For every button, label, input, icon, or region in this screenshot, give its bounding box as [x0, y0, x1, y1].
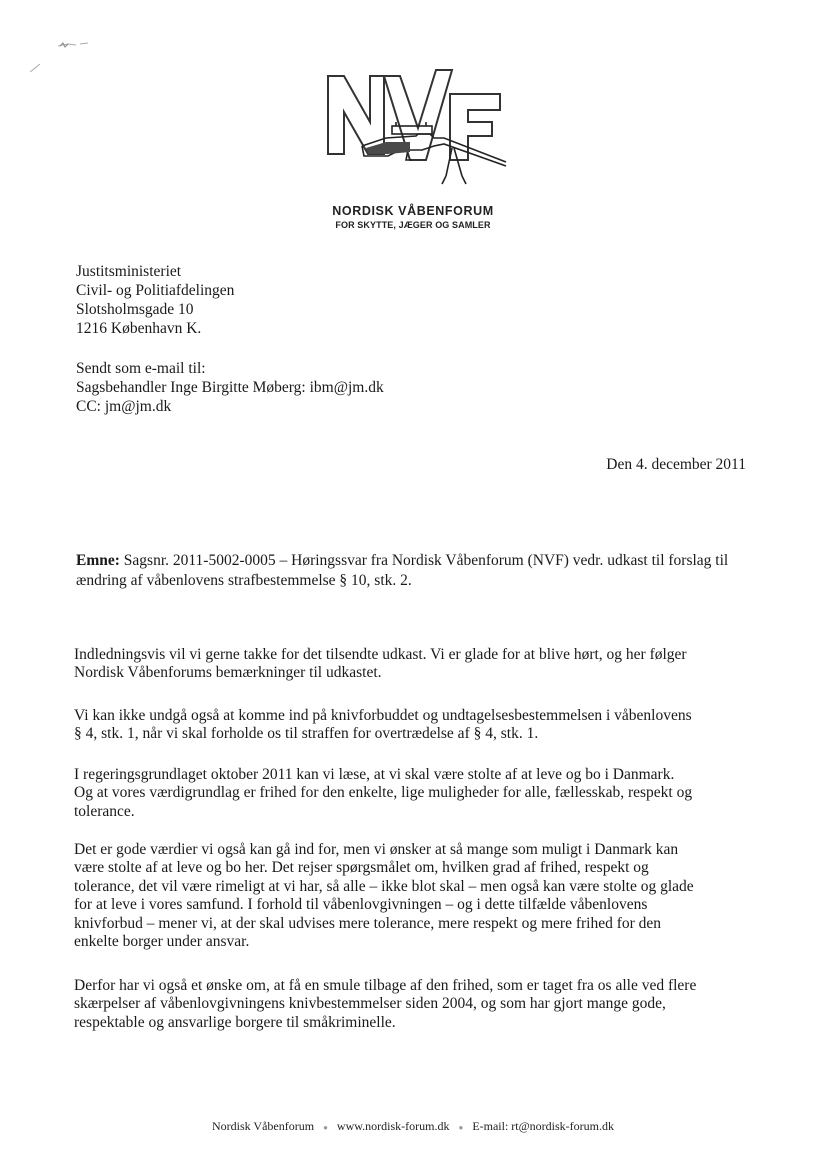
org-tagline: FOR SKYTTE, JÆGER OG SAMLER: [335, 220, 491, 230]
footer-website-link[interactable]: www.nordisk-forum.dk: [336, 1119, 450, 1133]
footer-org: Nordisk Våbenforum: [211, 1119, 315, 1133]
address-line: Slotsholmsgade 10: [76, 301, 194, 318]
bullet-separator-icon: ●: [323, 1122, 328, 1132]
body-paragraph: [74, 977, 754, 1032]
bullet-separator-icon: ●: [458, 1122, 464, 1132]
subject-line: [76, 551, 756, 591]
paragraph-line: Derfor har vi også et ønske om, at få en smule tilbage af den frihed, som er taget fra os alle ved flere: [74, 977, 697, 994]
paragraph-line: for at leve i vores samfund. I forhold til våbenlovgivningen – og i dette tilfælde våbenlovens: [74, 896, 648, 914]
paragraph-line: Nordisk Våbenforums bemærkninger til udkastet.: [74, 664, 382, 682]
paragraph-line: skærpelser af våbenlovgivningens knivbestemmelser siden 2004, og som har gjort mange gode,: [74, 995, 666, 1013]
subject-label: Emne:: [76, 552, 120, 569]
paragraph-line: enkelte borger under ansvar.: [74, 933, 250, 951]
paragraph-line: Indledningsvis vil vi gerne takke for det tilsendte udkast. Vi er glade for at blive hørt, og her følger: [74, 646, 687, 663]
paragraph-line: Og at vores værdigrundlag er frihed for den enkelte, lige muligheder for alle, fællesskab, respekt og: [74, 784, 693, 802]
paragraph-line: tolerance.: [74, 802, 135, 820]
paragraph-line: Det er gode værdier vi også kan gå ind for, men vi ønsker at så mange som muligt i Danmark kan: [74, 841, 679, 858]
paragraph-line: Vi kan ikke undgå også at komme ind på knivforbuddet og undtagelsesbestemmelsen i våbenlovens: [74, 707, 692, 724]
scan-mark: [28, 36, 108, 76]
body-paragraph: [74, 646, 754, 683]
address-line: 1216 København K.: [76, 320, 202, 337]
letter-date: Den 4. december 2011: [606, 456, 746, 473]
sent-via-line: Sendt som e-mail til:: [76, 360, 206, 377]
paragraph-line: være stolte af at leve og bo her. Det rejser spørgsmålet om, hvilken grad af frihed, respekt og: [74, 859, 649, 877]
org-name: NORDISK VÅBENFORUM: [332, 204, 494, 218]
paragraph-line: I regeringsgrundlaget oktober 2011 kan vi læse, at vi skal være stolte af at leve og bo i Danmark.: [74, 766, 675, 783]
sent-via-line: CC: jm@jm.dk: [76, 398, 172, 415]
body-paragraph: [74, 841, 754, 951]
page-footer: [0, 1119, 826, 1134]
recipient-address: [76, 262, 234, 338]
paragraph-line: knivforbud – mener vi, at der skal udvises mere tolerance, mere respekt og mere frihed for den: [74, 914, 662, 932]
sent-via-line: Sagsbehandler Inge Birgitte Møberg: ibm@jm.dk: [76, 379, 384, 396]
nvf-logo: [326, 64, 508, 204]
paragraph-line: respektable og ansvarlige borgere til småkriminelle.: [74, 1013, 396, 1031]
body-paragraph: [74, 707, 754, 744]
paragraph-line: § 4, stk. 1, når vi skal forholde os til straffen for overtrædelse af § 4, stk. 1.: [74, 725, 539, 743]
sent-via-block: [76, 359, 384, 416]
address-line: Justitsministeriet: [76, 263, 182, 280]
address-line: Civil- og Politiafdelingen: [76, 282, 235, 299]
paragraph-line: tolerance, det vil være rimeligt at vi har, så alle – ikke blot skal – men også kan være stolte og glade: [74, 877, 694, 895]
subject-text: Sagsnr. 2011-5002-0005 – Høringssvar fra Nordisk Våbenforum (NVF) vedr. udkast til forslag til ændring af våbenlovens strafbestemmelse § 10, stk. 2.: [76, 552, 729, 589]
body-paragraph: [74, 766, 754, 821]
footer-email-link[interactable]: E-mail: rt@nordisk-forum.dk: [472, 1119, 615, 1133]
